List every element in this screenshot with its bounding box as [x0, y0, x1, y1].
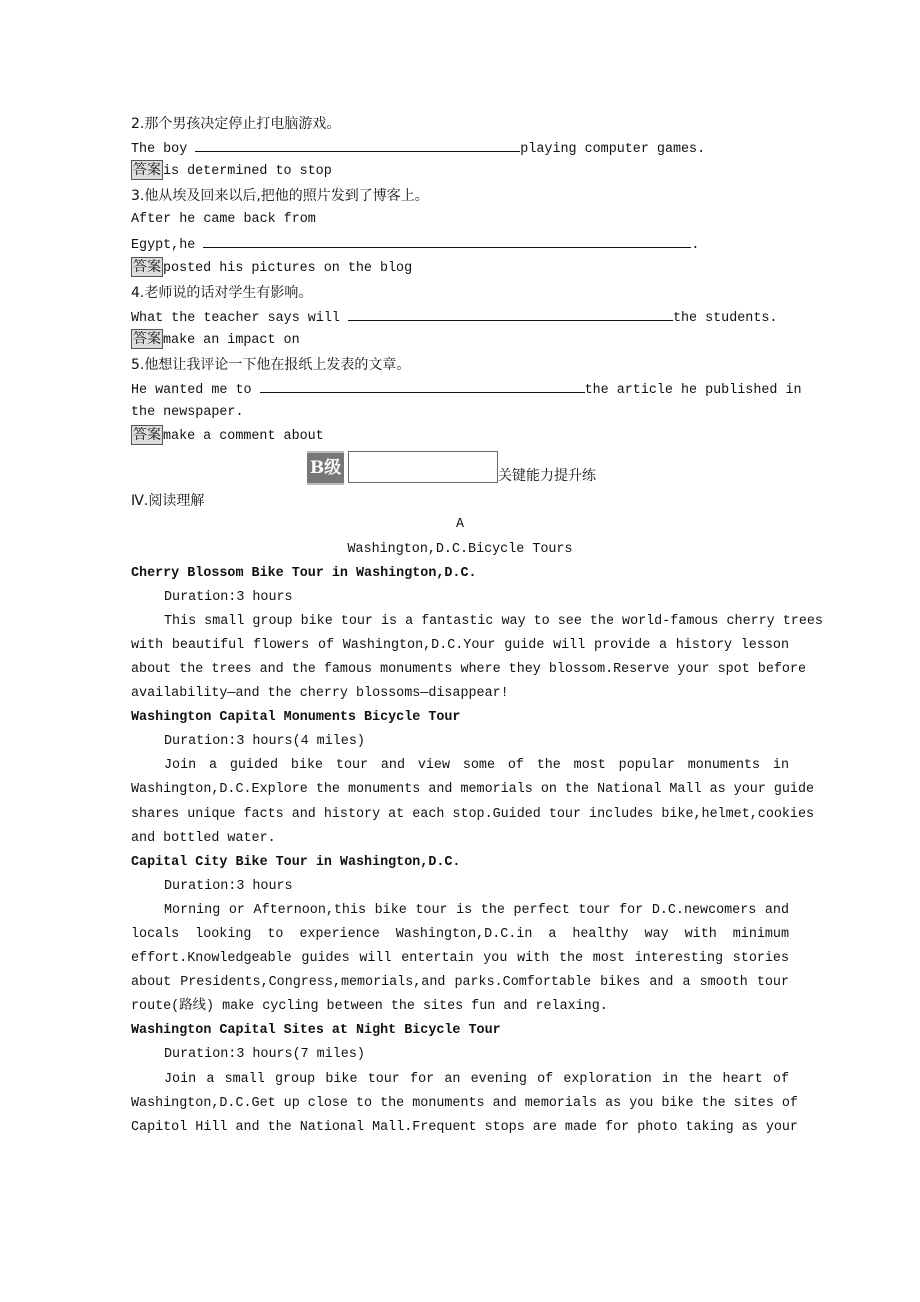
content	[131, 112, 823, 1140]
tour-description-line: shares unique facts and history at each stop.Guided tour includes bike,helmet,cookies	[131, 806, 815, 822]
tour-name: Washington Capital Monuments Bicycle Tour	[131, 710, 461, 726]
question-prompt: 5.他想让我评论一下他在报纸上发表的文章。	[131, 356, 411, 373]
tour-name: Cherry Blossom Bike Tour in Washington,D.C.	[131, 565, 477, 581]
question-prompt: 4.老师说的话对学生有影响。	[131, 284, 313, 301]
tour-description-line: and bottled water.	[131, 830, 276, 846]
level-text: 关键能力提升练	[498, 468, 596, 485]
tour-description-line: effort.Knowledgeable guides will entertain you with the most interesting stories	[131, 951, 789, 967]
question-prompt: 2.那个男孩决定停止打电脑游戏。	[131, 116, 341, 132]
tour-description-line: about Presidents,Congress,memorials,and parks.Comfortable bikes and a smooth tour	[131, 975, 789, 991]
section-heading: Ⅳ.阅读理解	[131, 493, 205, 510]
tour-description-line: with beautiful flowers of Washington,D.C.Your guide will provide a history lesson	[131, 637, 789, 653]
tour-description-line: Washington,D.C.Explore the monuments and memorials on the National Mall as your guide	[131, 782, 815, 798]
answer-badge: 答案	[133, 162, 161, 179]
question-sentence: The boy playing computer games.	[131, 136, 789, 160]
tour-description-line: Join a small group bike tour for an evening of exploration in the heart of	[164, 1071, 789, 1087]
tour-name: Washington Capital Sites at Night Bicycle Tour	[131, 1023, 501, 1039]
tour-description-line: Morning or Afternoon,this bike tour is the perfect tour for D.C.newcomers and	[164, 902, 789, 918]
tour-name: Capital City Bike Tour in Washington,D.C.	[131, 854, 461, 870]
passage-title: Washington,D.C.Bicycle Tours	[347, 541, 573, 557]
tour-list	[131, 562, 823, 1140]
answer-row: 答案 make an impact on	[133, 330, 300, 348]
answer-badge: 答案	[133, 427, 161, 444]
answer-row: 答案 make a comment about	[133, 427, 324, 445]
answer-blank[interactable]	[348, 305, 673, 321]
question-sentence: He wanted me to the article he published in	[131, 377, 789, 401]
tour-description-line: availability—and the cherry blossoms—disappear!	[131, 686, 509, 702]
tour-description-line: locals looking to experience Washington,D.C.in a healthy way with minimum	[131, 927, 789, 942]
answer-blank[interactable]	[260, 377, 585, 393]
tour-description-line: Join a guided bike tour and view some of the most popular monuments in	[164, 758, 789, 774]
answer-row: 答案 posted his pictures on the blog	[133, 258, 413, 276]
tour-description-line: Capitol Hill and the National Mall.Frequent stops are made for photo taking as your	[131, 1119, 798, 1135]
tour-description-line: This small group bike tour is a fantastic way to see the world-famous cherry trees	[164, 613, 823, 629]
tour-duration: Duration:3 hours	[164, 589, 293, 605]
question-sentence: Egypt,he .	[131, 232, 789, 256]
level-banner	[131, 449, 789, 489]
level-badge: B级	[307, 451, 344, 485]
question-sentence: After he came back from	[131, 212, 316, 228]
tour-description-line: Washington,D.C.Get up close to the monuments and memorials as you bike the sites of	[131, 1095, 798, 1111]
question-sentence: the newspaper.	[131, 405, 244, 421]
answer-blank[interactable]	[195, 136, 520, 152]
answer-badge: 答案	[133, 330, 161, 347]
level-box	[348, 451, 498, 483]
answer-badge: 答案	[133, 258, 161, 275]
tour-description-line: route(路线) make cycling between the sites fun and relaxing.	[131, 999, 608, 1015]
question-sentence: What the teacher says will the students.	[131, 305, 789, 329]
tour-description-line: about the trees and the famous monuments where they blossom.Reserve your spot before	[131, 661, 806, 677]
passage-letter: A	[455, 517, 465, 533]
answer-row: 答案 is determined to stop	[133, 162, 332, 180]
tour-duration: Duration:3 hours(4 miles)	[164, 734, 365, 750]
answer-blank[interactable]	[203, 232, 691, 248]
tour-duration: Duration:3 hours	[164, 878, 293, 894]
question-prompt: 3.他从埃及回来以后,把他的照片发到了博客上。	[131, 188, 429, 205]
tour-duration: Duration:3 hours(7 miles)	[164, 1047, 365, 1063]
